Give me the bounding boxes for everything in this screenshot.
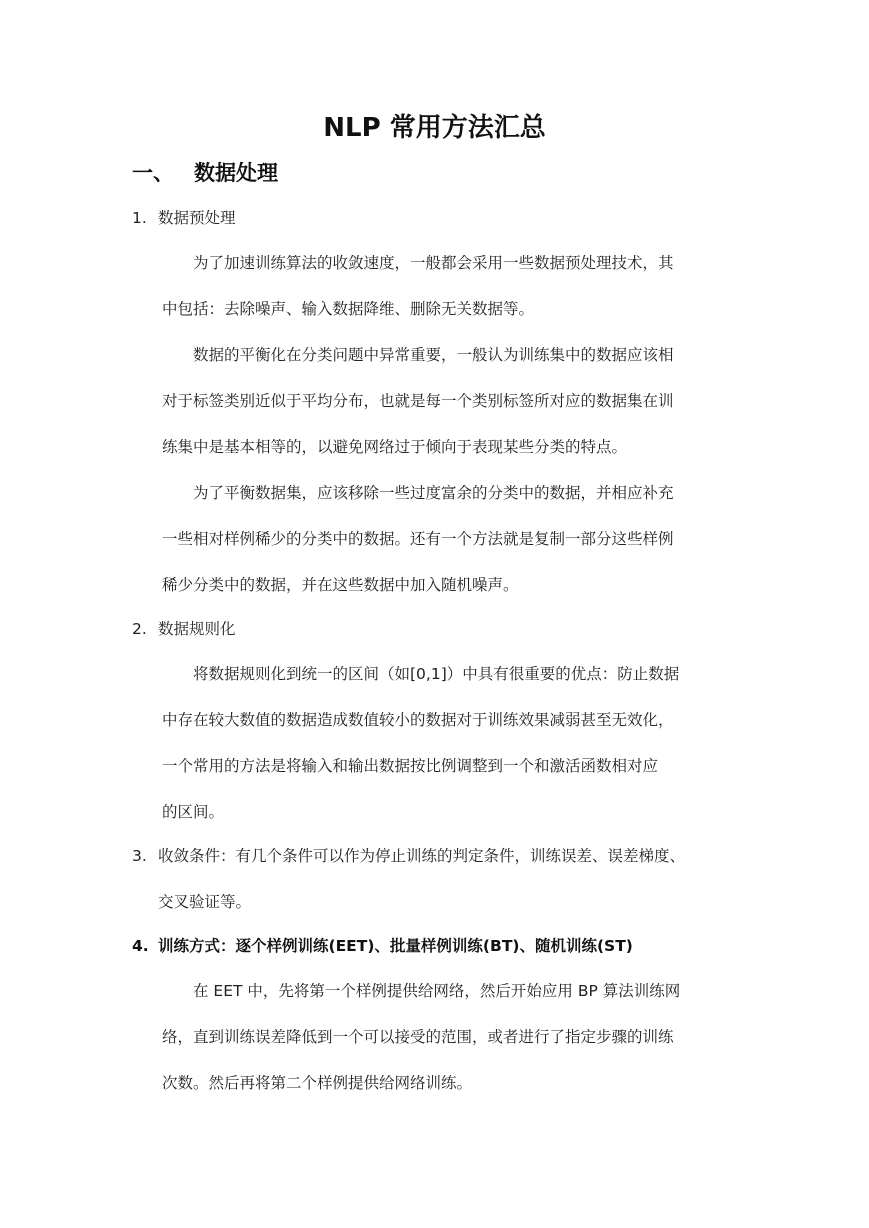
list-item-label-continuation: 交叉验证等。 [158, 893, 252, 911]
paragraph-line: 为了加速训练算法的收敛速度，一般都会采用一些数据预处理技术，其 [193, 254, 674, 272]
list-item-number: 1. [132, 209, 147, 227]
paragraph-line: 中存在较大数值的数据造成数值较小的数据对于训练效果减弱甚至无效化， [162, 711, 674, 729]
list-item-label: 数据规则化 [158, 620, 236, 638]
list-item-label: 收敛条件：有几个条件可以作为停止训练的判定条件，训练误差、误差梯度、 [158, 847, 686, 865]
list-item-label: 数据预处理 [158, 209, 236, 227]
paragraph-line: 络，直到训练误差降低到一个可以接受的范围，或者进行了指定步骤的训练 [162, 1028, 674, 1046]
paragraph-line: 次数。然后再将第二个样例提供给网络训练。 [162, 1074, 473, 1092]
list-item-number: 4. [132, 937, 149, 955]
section-number: 一、 [132, 161, 174, 185]
paragraph-1-3 [162, 470, 740, 608]
paragraph-1-1 [162, 240, 740, 332]
paragraph-line: 在 EET 中，先将第一个样例提供给网络，然后开始应用 BP 算法训练网 [193, 982, 681, 1000]
paragraph-line: 一个常用的方法是将输入和输出数据按比例调整到一个和激活函数相对应 [162, 757, 659, 775]
paragraph-line: 中包括：去除噪声、输入数据降维、删除无关数据等。 [162, 300, 535, 318]
section-heading-1 [132, 154, 278, 192]
list-item-2 [132, 606, 236, 652]
paragraph-line: 数据的平衡化在分类问题中异常重要，一般认为训练集中的数据应该相 [193, 346, 674, 364]
paragraph-line: 为了平衡数据集，应该移除一些过度富余的分类中的数据，并相应补充 [193, 484, 674, 502]
list-item-number: 3. [132, 847, 147, 865]
paragraph-line: 稀少分类中的数据，并在这些数据中加入随机噪声。 [162, 576, 519, 594]
paragraph-line: 一些相对样例稀少的分类中的数据。还有一个方法就是复制一部分这些样例 [162, 530, 674, 548]
paragraph-line: 将数据规则化到统一的区间（如[0,1]）中具有很重要的优点：防止数据 [193, 665, 680, 683]
list-item-3 [132, 833, 738, 925]
section-heading-text: 数据处理 [194, 161, 278, 185]
paragraph-line: 对于标签类别近似于平均分布，也就是每一个类别标签所对应的数据集在训 [162, 392, 674, 410]
paragraph-line: 练集中是基本相等的，以避免网络过于倾向于表现某些分类的特点。 [162, 438, 628, 456]
paragraph-line: 的区间。 [162, 803, 225, 821]
paragraph-4-1 [162, 968, 740, 1106]
list-item-4 [132, 923, 633, 969]
paragraph-2-1 [162, 651, 740, 835]
paragraph-1-2 [162, 332, 740, 470]
document-title: NLP 常用方法汇总 [323, 113, 546, 143]
list-item-number: 2. [132, 620, 147, 638]
list-item-label: 训练方式：逐个样例训练(EET)、批量样例训练(BT)、随机训练(ST) [158, 937, 633, 955]
list-item-1 [132, 195, 236, 241]
